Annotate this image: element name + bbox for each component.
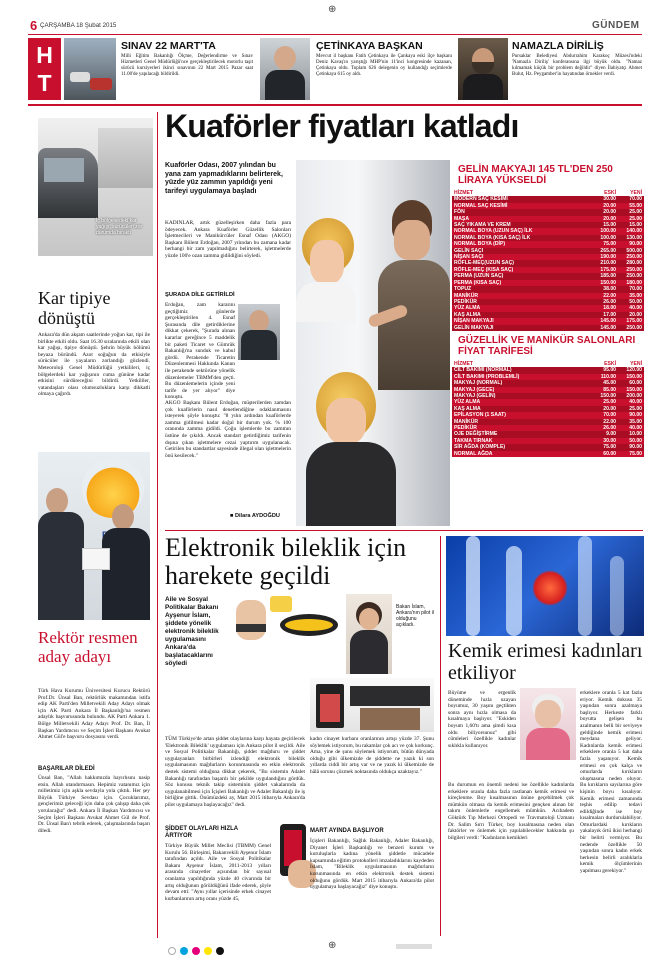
teaser-text: Milli Eğitim Bakanlığı Ölçme, Değerlendirme ve Sınav Hizmetleri Genel Müdürlüğü'nce gerçekleştirilecek motorlu taşıt sürücü kursiyerleri ikinci sınavının 22 Mart 2015 Pazar saat 11.00'de yapılacağı bildirildi. xyxy=(121,54,253,78)
price-service: NORMAL AĞDA xyxy=(452,451,592,457)
price-new: 90.00 xyxy=(618,444,644,450)
price-service: MAŞA xyxy=(452,216,592,222)
price-new: 150.00 xyxy=(618,374,644,380)
kuafor-body: KADINLAR, artık güzelleşirken daha fazla para ödeyecek. Ankara Kuaförler Güzellik Salonları İşletmecileri ve Manikürcüler Esnaf Odası (AKGO) Başkanı Bülent Erdoğan, 2007 yılından bu zamana kadar herhangi bir zam yapılmadığını belirterek, işletmelerde yüzde 100'e ozan zamma gidildiğini söyledi. xyxy=(165,220,291,259)
makyaj-title: GELİN MAKYAJI 145 TL'DEN 250 LİRAYA YÜKSELDİ xyxy=(458,164,613,186)
bileklik-subhead-2: MART AYINDA BAŞLIYOR xyxy=(310,828,384,834)
price-service: NİŞAN SAÇI xyxy=(452,254,592,260)
price-service: TAKMA TIRNAK xyxy=(452,438,592,444)
price-old: 30.00 xyxy=(592,196,618,202)
price-old: 38.00 xyxy=(592,286,618,292)
rektor-body: Türk Hava Kurumu Üniversitesi Kurucu Rektörü Prof.Dr. Ünsal Ban, rektörlük makamından istifa edip AK Parti'den Milletvekili Aday Adayı olmak için AK Parti Ankara İl Başkanlığı'na resmen adaylık başvurusunda bulundu. AK Parti Ankara 1. Bölge Milletvekili Aday Adayı Prof. Dr. Ban, İl Başkan Yardımcısı ve Seçim İşleri Başkanı Avukat Ahmet Gül'e başvuru dosyasını verdi. xyxy=(38,688,150,741)
price-old: 25.00 xyxy=(592,399,618,405)
price-service: OJE DEĞİŞTİRME xyxy=(452,431,592,437)
price-old: 145.00 xyxy=(592,325,618,331)
price-panel xyxy=(452,160,644,530)
price-old: 185.00 xyxy=(592,273,618,279)
price-new: 90.00 xyxy=(618,412,644,418)
price-service: NORMAL SAÇ KESİMİ xyxy=(452,203,592,209)
teaser-photo-namaz xyxy=(458,38,508,100)
price-service: YÜZ ALMA xyxy=(452,399,592,405)
kar-title: Kar tipiye dönüştü xyxy=(38,288,111,328)
price-old: 265.00 xyxy=(592,248,618,254)
price-header-service: HİZMET xyxy=(454,190,473,196)
guzellik-price-table xyxy=(452,361,644,457)
price-new: 250.00 xyxy=(618,325,644,331)
minister-photo-caption: Bakan İslam, Ankara'nın pilot il olduğunu açıkladı. xyxy=(396,604,434,628)
price-old: 145.00 xyxy=(592,318,618,324)
price-new: 500.00 xyxy=(618,248,644,254)
price-service: GELİN SAÇI xyxy=(452,248,592,254)
price-service: TOPUZ xyxy=(452,286,592,292)
rektor-body-2: Ünsal Ban, "Allah hakkımızda hayırlısını nasip etsin. Allah utandırmasın. Hepimiz vatanımız için milletimiz için aşkla sevdayla yola çıktık. Her şey Büyük Türkiye Sevdası için. Çocuklarımız, gençlerimiz geleceği için daha çok çalışıp daha çok yorulacağız" dedi. Ankara İl Başkan Yardımcısı ve Seçim İşleri Başkanı Avukat Ahmet Gül de Prof. Dr. Ünsal Ban'ı tebrik ederek, çalışmalarında başarı diledi. xyxy=(38,775,150,834)
price-old: 30.00 xyxy=(592,438,618,444)
price-new: 50.00 xyxy=(618,438,644,444)
teaser-text: Pursaklar Belediyesi Abdurrahim Karakoç Müzesi'ndeki 'Namazla Diriliş' konferansına ilgi büyük oldu. "Namaz kılmamak küçük bir problem değildir" diyen İlahiyatçı Ahmet Bulut, Hz. Peygamber'in hayatından örnekler verdi. xyxy=(512,54,642,78)
teaser-title: SINAV 22 MART'TA xyxy=(121,40,216,52)
elderly-photo xyxy=(520,688,576,760)
price-old: 150.00 xyxy=(592,393,618,399)
price-service: KAŞ ALMA xyxy=(452,312,592,318)
byline-name: Dilara AYDOĞDU xyxy=(234,513,280,519)
minister-photo xyxy=(346,594,392,674)
rektor-photo xyxy=(38,452,150,620)
price-old: 100.00 xyxy=(592,235,618,241)
price-old: 22.00 xyxy=(592,419,618,425)
price-new: 35.00 xyxy=(618,293,644,299)
kar-body: Ankara'da dün akşam saatlerinde yoğun kar, tipi ile birlikte etkili oldu. Saat 16.30 sıralarında etkili olan kar yağışı, tipiye dönüştü. Şehrin büyük bölümü beyaza büründü. Azot soğuğun da etkisiyle sürücüler ile yayaların zorlandığı gözlendi. Meteoroloji Genel Müdürlüğü yetkilileri, iç bölgelerdeki kar yağışının cuma gününe kadar etkisini sürdüreceğini bildirdi. Yetkililer, vatandaşları olası olumsuzluklara karşı dikkatli olmaya çağırdı. xyxy=(38,332,150,398)
price-new: 10.00 xyxy=(618,431,644,437)
price-service: CİLT BAKIMI (NORMAL) xyxy=(452,367,592,373)
kemik-headline: Kemik erimesi kadınları etkiliyor xyxy=(448,640,643,684)
erdogan-photo xyxy=(238,304,280,360)
price-old: 85.00 xyxy=(592,387,618,393)
price-service: YÜZ ALMA xyxy=(452,305,592,311)
price-new: 180.00 xyxy=(618,280,644,286)
price-new: 250.00 xyxy=(618,273,644,279)
price-new: 140.00 xyxy=(618,228,644,234)
bileklik-subhead-1: ŞİDDET OLAYLARI HIZLA ARTIYOR xyxy=(165,826,238,839)
snow-photo-caption: İç bölgelerdeki kar yağışı, sürücüleri zor durumda bıraktı xyxy=(96,218,143,236)
price-service: SAÇ YIKAMA VE KREM xyxy=(452,222,592,228)
price-old: 18.00 xyxy=(592,305,618,311)
kuafor-body-3: AKGO Başkanı Bülent Erdoğan, müşterilerden zamdan çok kuaförlerin nasıl denetlendiğine odaklanmasını isteyerek şöyle konuştu: "8 yılın ardından kuaförlerde zamma gidilmesi kadar doğal bir durum yok. % 100 oranında zamma gidildi. Çoğu işlemlerde bu zammın üstüne de çıkıldı. Ancak standart getirdiğimiz tarifenin dışına çıkan işletmelere cezai yaptırım uygulanacak. Getirilen bu standartlar sayesinde illegal olan işletmelerin önü kesilecek." xyxy=(165,400,291,459)
bileklik-body-2: Türkiye Büyük Millet Meclisi (TBMM) Genel Kurulu 56. Birleşimi, Bakanvekili Ayşenur İslam tarafından açıldı. Aile ve Sosyal Politikalar Bakanı Ayşenur İslam, 2011-2013 yılları arasında cinayetler açısından bir sayısal oranlama yapıldığında yüzde 40 civarında bir artış olduğunun görüldüğünü ifade ederek, şöyle devam etti: "Aynı yıllar içerisinde erkek cinayet kurbanlarının artış oranı yüzde 45, xyxy=(165,843,271,902)
price-service: CİLT BAKIMI (PROBLEMLİ) xyxy=(452,374,592,380)
price-service: PERMA (KISA SAÇ) xyxy=(452,280,592,286)
price-old: 17.00 xyxy=(592,312,618,318)
snow-photo xyxy=(38,118,153,256)
teaser-text: Mevcut il başkanı Fatih Çetinkaya ile Çankaya eski ilçe başkanı Deniz Kavaş'ın yarıştığı MHP'nin 11'inci kongresinde kazanan, Çetinkaya oldu. Toplam 626 delegenin oy kullandığı seçimlerde Çetinkaya 615 oy aldı. xyxy=(316,54,452,78)
price-service: GELİN MAKYAJI xyxy=(452,325,592,331)
price-new: 70.00 xyxy=(618,196,644,202)
price-new: 120.00 xyxy=(618,367,644,373)
price-old: 20.00 xyxy=(592,406,618,412)
price-old: 26.00 xyxy=(592,425,618,431)
price-new: 35.00 xyxy=(618,419,644,425)
price-service: MAKYAJ (NORMAL) xyxy=(452,380,592,386)
price-service: RÖFLE-MEÇ (KISA SAÇ) xyxy=(452,267,592,273)
teaser-title: NAMAZLA DİRİLİŞ xyxy=(512,40,604,52)
teaser-title: ÇETİNKAYA BAŞKAN xyxy=(316,40,423,52)
price-old: 190.00 xyxy=(592,254,618,260)
price-old: 95.00 xyxy=(592,367,618,373)
price-service: MANİKÜR xyxy=(452,293,592,299)
price-old: 150.00 xyxy=(592,280,618,286)
gray-bar xyxy=(396,944,432,949)
price-new: 250.00 xyxy=(618,254,644,260)
price-old: 20.00 xyxy=(592,209,618,215)
price-new: 20.00 xyxy=(618,312,644,318)
registration-mark: ⊕ xyxy=(328,940,337,951)
price-new: 150.00 xyxy=(618,387,644,393)
price-new: 25.00 xyxy=(618,216,644,222)
price-header-old: ESKİ xyxy=(604,190,616,196)
price-row xyxy=(452,451,644,457)
price-new: 250.00 xyxy=(618,267,644,273)
price-new: 200.00 xyxy=(618,393,644,399)
kuafor-subhead: ŞURADA DİLE GETİRİLDİ xyxy=(165,292,235,298)
price-header-service: HİZMET xyxy=(454,360,473,367)
price-new: 75.00 xyxy=(618,451,644,457)
price-service: PERMA (UZUN SAÇ) xyxy=(452,273,592,279)
page-number: 6 xyxy=(30,18,38,33)
price-old: 100.00 xyxy=(592,228,618,234)
rektor-title: Rektör resmen aday adayı xyxy=(38,628,138,666)
price-new: 70.00 xyxy=(618,286,644,292)
price-service: MAKYAJ (GECE) xyxy=(452,387,592,393)
kuafor-body-2: Erdoğan, zam kararını geçtiğimiz günlerde gerçekleştirilen 4. Esnaf Şurasında dile getirdiklerine dikkat çekerek, "Şurada alınan kararlar gereğince 5 maddelik bir paketi Ticaret ve Gümrük Bakanlığı'na sunduk ve kabul gördü. Perakende Ticaretin Düzenlenmesi Hakkında Kanun ile perakende sektörüne yönelik düzenlemeler TBMM'den geçti. Bu düzenlemelerin içinde yeni tarife de yer alıyor" diye konuştu. xyxy=(165,302,235,401)
ht-logo: H T xyxy=(28,38,61,100)
kuafor-byline: ■ Dilara AYDOĞDU xyxy=(230,513,280,519)
bileklik-body: TÜM Türkiye'de artan şiddet olaylarına karşı hayata geçirilecek 'Elektronik Bileklik' uygulaması için Ankara pilot il seçildi. Aile ve Sosyal Politikalar Bakanlığı, şiddet mağduru ve şiddet uygulayanları birbirleri izlendiği elektronik bileklik uygulamasının mağdurların korunmasında en etkin elektronik destek sistemi olduğuna dikkat çekerek, "Bu sistemin Adalet Bakanlığı tarafından başarılı bir şekilde uygulandığını gördük. Söz konusu teknik takip sisteminin şiddet vakalarında da uygulanabilmesi için İçişleri Bakanlığı ve Adalet Bakanlığı ile iş birliğine gittik. Önümüzdeki ay, Mart 2015 itibarıyla Ankara'da pilot uygulamaya başlayacağız" dedi. xyxy=(165,736,305,808)
price-new: 175.00 xyxy=(618,318,644,324)
price-new: 280.00 xyxy=(618,260,644,266)
rektor-subhead: BAŞARILAR DİLEDİ xyxy=(38,766,95,772)
price-service: MODERN SAÇ KESİMİ xyxy=(452,196,592,202)
bone-photo xyxy=(446,536,644,636)
price-new: 130.00 xyxy=(618,235,644,241)
price-new: 50.00 xyxy=(618,299,644,305)
price-old: 20.00 xyxy=(592,216,618,222)
price-service: NORMAL BOYA (KISA SAÇ) İLK xyxy=(452,235,592,241)
price-new: 40.00 xyxy=(618,399,644,405)
bileklik-body-4: İçişleri Bakanlığı, Sağlık Bakanlığı, Adalet Bakanlığı, Diyanet İşleri Başkanlığı ve benzeri kurum ve kuruluşlarla kadına yönelik şiddetle mücadele kapsamında eğitim protokolleri imzaladıklarını kaydeden İslam, "Bileklik uygulamasının mağdurların korunmasında en etkin elektronik destek sistemi olduğunu gördük. Mart 2015 itibarıyla Ankara'da pilot uygulamaya başlayacağız" diye konuştu. xyxy=(310,838,434,891)
price-service: KAŞ ALMA xyxy=(452,406,592,412)
price-service: MAKYAJ (GELİN) xyxy=(452,393,592,399)
price-service: MANİKÜR xyxy=(452,419,592,425)
page-date: ÇARŞAMBA 18 Şubat 2015 xyxy=(40,22,117,29)
price-new: 40.00 xyxy=(618,425,644,431)
price-old: 110.00 xyxy=(592,374,618,380)
price-new: 40.00 xyxy=(618,305,644,311)
monitor-photo xyxy=(310,678,434,732)
price-old: 60.00 xyxy=(592,451,618,457)
price-new: 60.00 xyxy=(618,380,644,386)
price-old: 20.00 xyxy=(592,203,618,209)
kemik-body: Büyüme ve ergenlik döneminde hızla uzayan boyumuz, 30 yaşını geçtikten sonra aynı hızla olmasa da kısalmaya başlıyor. "Eskiden boyum 1,60'tı ama şimdi kısa oldu biliyorsunuz" gibi cümleleri özellikle kadınlar sıklıkla kullanıyor. xyxy=(448,690,516,749)
price-old: 9.00 xyxy=(592,431,618,437)
price-new: 55.00 xyxy=(618,203,644,209)
kuafor-photo xyxy=(296,160,450,526)
guzellik-title: GÜZELLİK VE MANİKÜR SALONLARI FİYAT TARİFESİ xyxy=(458,334,636,357)
price-new: 15.00 xyxy=(618,222,644,228)
registration-mark: ⊕ xyxy=(328,4,337,15)
section-label: GÜNDEM xyxy=(592,20,640,31)
price-header-old: ESKİ xyxy=(604,360,616,367)
price-old: 22.00 xyxy=(592,293,618,299)
price-old: 75.00 xyxy=(592,444,618,450)
kemik-body-2: Bu durumun en önemli nedeni ise özellikle kadınlarda erkeklere oranla daha fazla rastlanan kemik erimesi ve kireçlenme. Boy kısalmasının önüne geçebilmek çok mümkün olmasa da kemik erimesini gençken alınan bir takım önlemlerle engellemek mümkün. Acıbadem Göktürk Tıp Merkezi Ortopedi ve Travmatoloji Uzmanı Dr. Salim Sırrı Türker, boy kısalmasına neden olan faktörler ve önlemek için yapılabilecekler hakkında şu bilgileri verdi: "Kadınların kemikleri xyxy=(448,782,574,841)
bileklik-deck: Aile ve Sosyal Politikalar Bakanı Ayşenur İslam, şiddete yönelik elektronik bileklik uygulamasını Ankara'da başlatacaklarını söyledi xyxy=(165,596,219,667)
color-bar xyxy=(168,942,224,950)
bileklik-headline: Elektronik bileklik için harekete geçildi xyxy=(165,533,407,590)
price-header-new: YENİ xyxy=(630,360,642,367)
kuafor-headline: Kuaförler fiyatları katladı xyxy=(165,108,519,144)
kuafor-deck: Kuaförler Odası, 2007 yılından bu yana zam yapmadıklarını belirterek, yüzde yüz zammın yapıldığı yeni tarifeyi uygulamaya başladı xyxy=(165,162,283,195)
price-service: PEDİKÜR xyxy=(452,299,592,305)
bracelet-photo xyxy=(232,594,342,648)
price-old: 210.00 xyxy=(592,260,618,266)
teaser-photo-traffic xyxy=(64,38,116,100)
price-service: PEDİKÜR xyxy=(452,425,592,431)
price-service: EPİLASYON (1 SAAT) xyxy=(452,412,592,418)
teaser-photo-cetinkaya xyxy=(260,38,310,100)
bileklik-body-3: kadın cinayet kurbanı oranlarının artışı yüzde 37. Şunu söylemek istiyorum, bu rakamlar çok acı ve çok korkunç. Ama, yine de şunu söylemek istiyorum, bütün dünyada olduğu gibi ülkemizde de şiddette ne yazık ki son yıllarda ciddi bir artış var ve ne yazık ki ülkemizde de hâlâ sorunu çözmek noktasında oldukça uzaktayız." xyxy=(310,736,434,775)
price-service: NORMAL BOYA (UZUN SAÇ) İLK xyxy=(452,228,592,234)
price-service: NORMAL BOYA (DİP) xyxy=(452,241,592,247)
kuafor-price-table xyxy=(452,190,644,331)
price-old: 26.00 xyxy=(592,299,618,305)
price-service: FÖN xyxy=(452,209,592,215)
price-old: 15.00 xyxy=(592,222,618,228)
price-old: 45.00 xyxy=(592,380,618,386)
price-new: 25.00 xyxy=(618,209,644,215)
price-old: 175.00 xyxy=(592,267,618,273)
price-new: 25.00 xyxy=(618,406,644,412)
price-old: 70.00 xyxy=(592,412,618,418)
price-header-new: YENİ xyxy=(630,190,642,196)
price-service: SİR AĞDA (KOMPLE) xyxy=(452,444,592,450)
price-new: 90.00 xyxy=(618,241,644,247)
price-service: RÖFLE-MEÇ(UZUN SAÇ) xyxy=(452,260,592,266)
price-service: NİŞAN MAKYAJI xyxy=(452,318,592,324)
price-old: 75.00 xyxy=(592,241,618,247)
kemik-body-3: erkeklere oranla 5 kat fazla eriyor. Kemik dokusu 35 yaşından sonra azalmaya başlıyor. Herkeste farklı boyutta gelişen bu azalmanın belli bir seviyeye geldiğinde kemik erimesi meydana geliyor. Kadınlarda kemik erimesi erkeklere oranla 5 kat daha fazla yaşanıyor. Kemik erimesi en çok kalça ve omurlarda kırıkların oluşmasına neden oluyor. Bu kırıkların sayılarına göre kişinin boyu kısalıyor. Kemik erimesi zamanında teşhis edilip tedavi edildiğinde ise boy kısalmaları durdurulabiliyor. Omurlardaki kırıkların yakalayık örtü ikisi herhangi bir belirti vermiyor. Bu nedende özellikle 50 yaşından sonra kadın erkek herkesin belirli aralıklarla kemik ölçümlerinin yapılması gerekiyor." xyxy=(580,690,642,875)
